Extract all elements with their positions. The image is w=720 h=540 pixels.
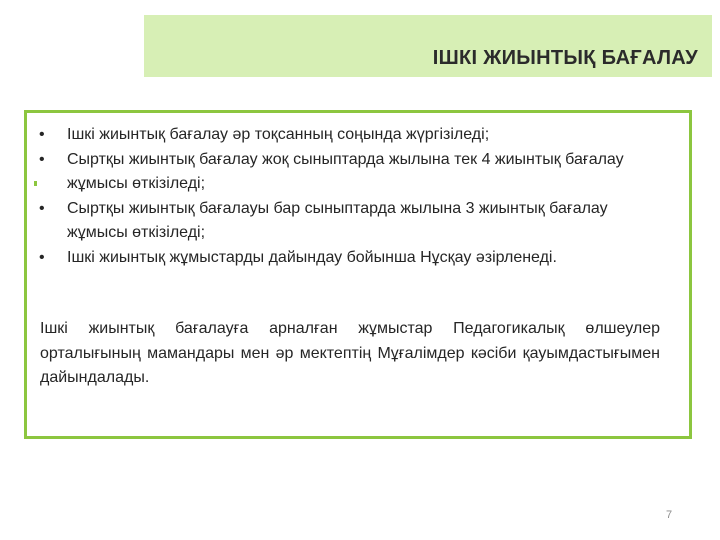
body-paragraph: Ішкі жиынтық бағалауға арналған жұмыстар Педагогикалық өлшеулер орталығының мамандары мен әр мектептің Мұғалімдер кәсіби қауымдастығымен дайындалады. xyxy=(40,320,660,386)
slide-title: ІШКІ ЖИЫНТЫҚ БАҒАЛАУ xyxy=(432,47,698,69)
bullet-text: Сыртқы жиынтық бағалау жоқ сыныптарда жылына тек 4 жиынтық бағалау жұмысы өткізіледі; xyxy=(67,150,624,192)
bullet-dot-icon: • xyxy=(39,150,45,168)
bullet-item xyxy=(39,246,639,271)
content-box xyxy=(24,110,692,439)
bullet-text: Сыртқы жиынтық бағалауы бар сыныптарда жылына 3 жиынтық бағалау жұмысы өткізіледі; xyxy=(67,199,608,241)
bullet-item xyxy=(39,123,639,148)
bullet-text: Ішкі жиынтық бағалау әр тоқсанның соңында жүргізіледі; xyxy=(67,126,490,143)
bullet-text: Ішкі жиынтық жұмыстарды дайындау бойынша Нұсқау әзірленеді. xyxy=(67,248,557,266)
bullet-item xyxy=(39,148,639,197)
bullet-dot-icon: • xyxy=(39,248,45,266)
page-number: 7 xyxy=(666,509,673,521)
decorative-mark xyxy=(34,181,37,186)
title-banner xyxy=(144,15,712,77)
bullet-item xyxy=(39,197,639,246)
bullet-dot-icon: • xyxy=(39,126,45,143)
bullet-dot-icon: • xyxy=(39,199,45,217)
bullet-list xyxy=(39,123,639,270)
